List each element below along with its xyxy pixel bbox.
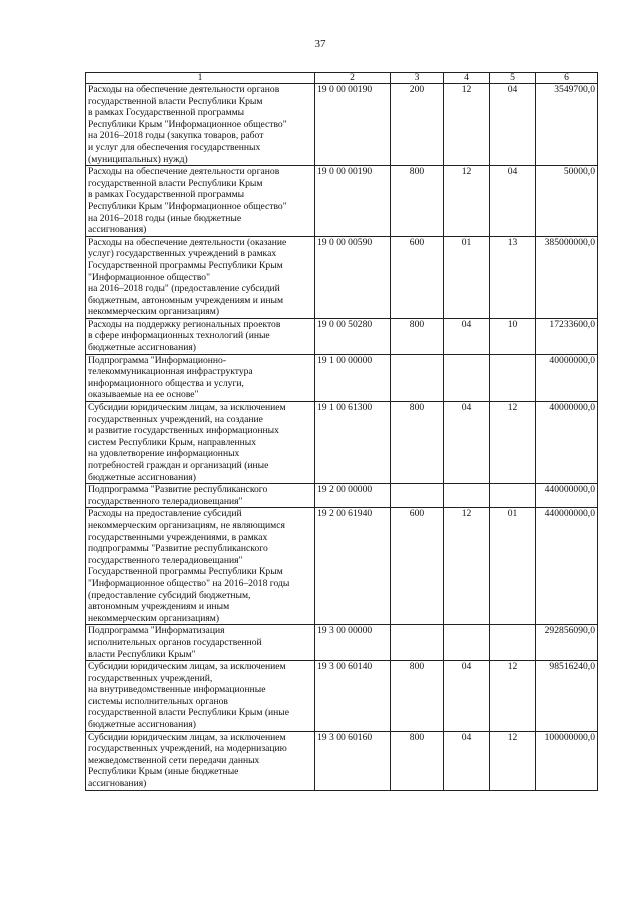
row-section bbox=[444, 625, 490, 661]
row-section: 01 bbox=[444, 236, 490, 318]
row-amount: 50000,0 bbox=[536, 166, 598, 237]
table-row bbox=[86, 236, 598, 318]
row-section: 12 bbox=[444, 508, 490, 625]
table-row bbox=[86, 166, 598, 237]
row-code: 19 3 00 60140 bbox=[315, 661, 391, 732]
row-name: Субсидии юридическим лицам, за исключением государственных учреждений, на модернизацию межведомственной сети передачи данных Республики Крым (иные бюджетные ассигнования) bbox=[86, 731, 315, 790]
row-name: Подпрограмма "Информатизация исполнительных органов государственной власти Республики Крым" bbox=[86, 625, 315, 661]
row-subsection bbox=[490, 625, 536, 661]
row-kvr bbox=[391, 625, 444, 661]
row-kvr: 800 bbox=[391, 731, 444, 790]
row-code: 19 3 00 00000 bbox=[315, 625, 391, 661]
row-kvr: 800 bbox=[391, 402, 444, 484]
row-section bbox=[444, 484, 490, 508]
row-section: 04 bbox=[444, 318, 490, 354]
page-number: 37 bbox=[314, 38, 326, 50]
row-kvr: 600 bbox=[391, 236, 444, 318]
row-name: Расходы на обеспечение деятельности (оказание услуг) государственных учреждений в рамках Государственной программы Республики Крым "Информационное общество" на 2016–2018 годы" (предоставление субсидий бюджетным, автономным учреждениям и иным некоммерческим организациям) bbox=[86, 236, 315, 318]
row-amount: 98516240,0 bbox=[536, 661, 598, 732]
row-subsection: 12 bbox=[490, 731, 536, 790]
row-code: 19 1 00 00000 bbox=[315, 354, 391, 401]
row-amount: 3549700,0 bbox=[536, 84, 598, 166]
row-kvr: 800 bbox=[391, 661, 444, 732]
row-kvr: 200 bbox=[391, 84, 444, 166]
table-row bbox=[86, 661, 598, 732]
table-body bbox=[86, 84, 598, 791]
row-code: 19 0 00 00590 bbox=[315, 236, 391, 318]
row-subsection: 04 bbox=[490, 166, 536, 237]
table-row bbox=[86, 508, 598, 625]
row-amount: 385000000,0 bbox=[536, 236, 598, 318]
table-row bbox=[86, 625, 598, 661]
table-row bbox=[86, 318, 598, 354]
row-code: 19 0 00 00190 bbox=[315, 166, 391, 237]
row-name: Расходы на поддержку региональных проектов в сфере информационных технологий (иные бюджетные ассигнования) bbox=[86, 318, 315, 354]
header-cell-4: 4 bbox=[444, 73, 490, 84]
row-amount: 440000000,0 bbox=[536, 484, 598, 508]
row-name: Подпрограмма "Развитие республиканского государственного телерадиовещания" bbox=[86, 484, 315, 508]
header-cell-6: 6 bbox=[536, 73, 598, 84]
row-name: Расходы на обеспечение деятельности органов государственной власти Республики Крым в рамках Государственной программы Республики Крым "Информационное общество" на 2016–2018 годы (иные бюджетные ассигнования) bbox=[86, 166, 315, 237]
row-amount: 40000000,0 bbox=[536, 354, 598, 401]
table-row bbox=[86, 354, 598, 401]
row-subsection: 01 bbox=[490, 508, 536, 625]
row-amount: 440000000,0 bbox=[536, 508, 598, 625]
row-code: 19 3 00 60160 bbox=[315, 731, 391, 790]
row-subsection: 04 bbox=[490, 84, 536, 166]
row-code: 19 2 00 61940 bbox=[315, 508, 391, 625]
row-section bbox=[444, 354, 490, 401]
header-cell-5: 5 bbox=[490, 73, 536, 84]
row-code: 19 0 00 50280 bbox=[315, 318, 391, 354]
row-subsection: 12 bbox=[490, 661, 536, 732]
row-subsection: 12 bbox=[490, 402, 536, 484]
row-section: 04 bbox=[444, 661, 490, 732]
row-kvr bbox=[391, 354, 444, 401]
row-subsection: 13 bbox=[490, 236, 536, 318]
row-code: 19 1 00 61300 bbox=[315, 402, 391, 484]
row-code: 19 0 00 00190 bbox=[315, 84, 391, 166]
row-kvr bbox=[391, 484, 444, 508]
row-kvr: 800 bbox=[391, 318, 444, 354]
row-amount: 292856090,0 bbox=[536, 625, 598, 661]
row-code: 19 2 00 00000 bbox=[315, 484, 391, 508]
header-cell-2: 2 bbox=[315, 73, 391, 84]
row-amount: 17233600,0 bbox=[536, 318, 598, 354]
table-row bbox=[86, 84, 598, 166]
row-kvr: 800 bbox=[391, 166, 444, 237]
header-cell-1: 1 bbox=[86, 73, 315, 84]
row-name: Субсидии юридическим лицам, за исключением государственных учреждений, на внутриведомственные информационные системы исполнительных органов государственной власти Республики Крым (иные бюджетные ассигнования) bbox=[86, 661, 315, 732]
row-name: Расходы на предоставление субсидий некоммерческим организациям, не являющимся государственными учреждениями, в рамках подпрограммы "Развитие республиканского государственного телерадиовещания" Государственной программы Республики Крым "Информационное общество" на 2016–2018 годы (предоставление субсидий бюджетным, автономным учреждениям и иным некоммерческим организациям) bbox=[86, 508, 315, 625]
row-kvr: 600 bbox=[391, 508, 444, 625]
table-row bbox=[86, 402, 598, 484]
row-amount: 40000000,0 bbox=[536, 402, 598, 484]
row-section: 12 bbox=[444, 84, 490, 166]
row-subsection bbox=[490, 484, 536, 508]
row-section: 04 bbox=[444, 731, 490, 790]
row-name: Подпрограмма "Информационно- телекоммуникационная инфраструктура информационного общества и услуги, оказываемые на ее основе" bbox=[86, 354, 315, 401]
header-row bbox=[86, 73, 598, 84]
table-row bbox=[86, 484, 598, 508]
row-amount: 100000000,0 bbox=[536, 731, 598, 790]
row-section: 04 bbox=[444, 402, 490, 484]
row-subsection: 10 bbox=[490, 318, 536, 354]
row-name: Расходы на обеспечение деятельности органов государственной власти Республики Крым в рамках Государственной программы Республики Крым "Информационное общество" на 2016–2018 годы (закупка товаров, работ и услуг для обеспечения государственных (муниципальных) нужд) bbox=[86, 84, 315, 166]
header-cell-3: 3 bbox=[391, 73, 444, 84]
row-name: Субсидии юридическим лицам, за исключением государственных учреждений, на создание и развитие государственных информационных систем Республики Крым, направленных на удовлетворение информационных потребностей граждан и организаций (иные бюджетные ассигнования) bbox=[86, 402, 315, 484]
budget-table bbox=[85, 72, 598, 791]
row-section: 12 bbox=[444, 166, 490, 237]
row-subsection bbox=[490, 354, 536, 401]
table-row bbox=[86, 731, 598, 790]
